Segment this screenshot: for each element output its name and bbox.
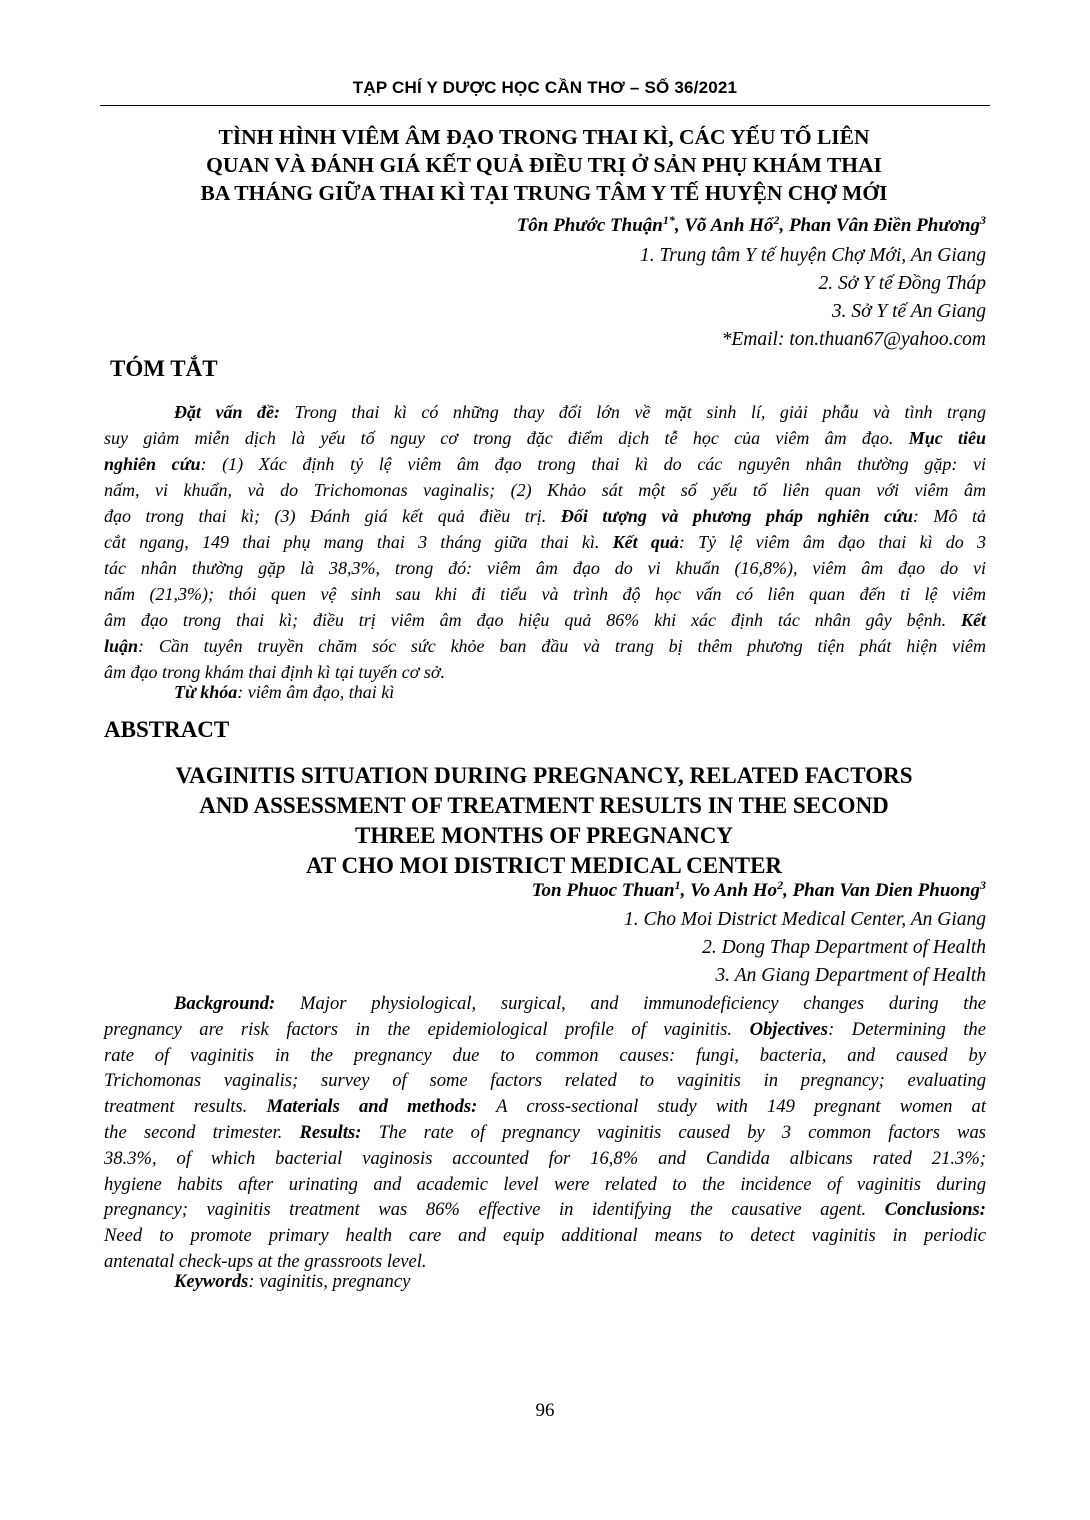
author-affiliation-mark: 2 xyxy=(773,213,780,227)
affiliation-item: 2. Sở Y tế Đồng Tháp xyxy=(818,273,986,294)
author-name: Vo Anh Ho xyxy=(690,880,778,901)
abstract-label: Conclusions: xyxy=(884,1199,986,1221)
abstract-text: treatment results. xyxy=(104,1096,267,1118)
abstract-line xyxy=(104,477,986,503)
keywords-text: : vaginitis, pregnancy xyxy=(248,1271,411,1292)
abstract-text: : Mô tả xyxy=(912,506,986,526)
abstract-text: The rate of pregnancy vaginitis caused by 3 common factors was xyxy=(361,1121,986,1143)
abstract-line xyxy=(104,451,986,477)
author-affiliation-mark: 3 xyxy=(980,878,986,892)
abstract-label: Materials and methods: xyxy=(266,1096,478,1118)
journal-header: TẠP CHÍ Y DƯỢC HỌC CẦN THƠ – SỐ 36/2021 xyxy=(352,78,738,97)
header-rule xyxy=(100,105,990,106)
abstract-label: Mục tiêu xyxy=(908,428,986,448)
keywords-label: Keywords xyxy=(174,1271,249,1292)
abstract-line xyxy=(104,1120,986,1146)
abstract-line xyxy=(104,555,986,581)
english-title xyxy=(104,761,984,881)
summary-heading: TÓM TẮT xyxy=(110,356,218,381)
abstract-label: Results: xyxy=(299,1121,362,1143)
abstract-text: : Tỷ lệ viêm âm đạo thai kì do 3 xyxy=(678,532,986,552)
vietnamese-keywords xyxy=(174,682,394,703)
abstract-line xyxy=(104,1146,986,1172)
affiliation-item: 3. Sở Y tế An Giang xyxy=(831,301,986,322)
abstract-label: Đối tượng và phương pháp nghiên cứu xyxy=(560,506,913,526)
vietnamese-title-line: QUAN VÀ ĐÁNH GIÁ KẾT QUẢ ĐIỀU TRỊ Ở SẢN PHỤ KHÁM THAI xyxy=(206,153,882,177)
abstract-line xyxy=(104,1223,986,1249)
abstract-label: nghiên cứu xyxy=(104,454,201,474)
abstract-line xyxy=(104,1068,986,1094)
abstract-text: A cross-sectional study with 149 pregnant women at xyxy=(477,1096,986,1118)
abstract-text: Trichomonas vaginalis; survey of some factors related to vaginitis in pregnancy; evaluating xyxy=(104,1070,986,1092)
page-number: 96 xyxy=(535,1400,555,1421)
abstract-line xyxy=(104,1172,986,1198)
abstract-text: : Determining the xyxy=(828,1018,986,1040)
abstract-label: luận xyxy=(104,636,139,656)
vietnamese-abstract xyxy=(104,399,986,685)
abstract-label: Kết xyxy=(961,610,986,630)
abstract-text: 38.3%, of which bacterial vaginosis accounted for 16,8% and Candida albicans rated 21.3%; xyxy=(104,1147,986,1169)
abstract-text: Need to promote primary health care and equip additional means to detect vaginitis in periodic xyxy=(104,1225,986,1247)
abstract-text: antenatal check-ups at the grassroots level. xyxy=(104,1250,427,1272)
abstract-text: tác nhân thường gặp là 38,3%, trong đó: viêm âm đạo do vi khuẩn (16,8%), viêm âm đạo do vi xyxy=(104,558,986,578)
english-keywords xyxy=(174,1271,410,1293)
abstract-text: hygiene habits after urinating and academic level were related to the incidence of vaginitis during xyxy=(104,1173,986,1195)
abstract-line xyxy=(104,991,986,1017)
abstract-line xyxy=(104,1043,986,1069)
abstract-text: Trong thai kì có những thay đổi lớn về mặt sinh lí, giải phẫu và tình trạng xyxy=(280,402,986,422)
author-affiliation-mark: 1 xyxy=(674,878,681,892)
abstract-line xyxy=(104,633,986,659)
abstract-text: âm đạo trong khám thai định kì tại tuyến cơ sở. xyxy=(104,662,446,682)
affiliation-item: 2. Dong Thap Department of Health xyxy=(702,937,986,958)
author-affiliation-mark: 2 xyxy=(777,878,784,892)
abstract-text: the second trimester. xyxy=(104,1121,300,1143)
abstract-text: pregnancy are risk factors in the epidemiological profile of vaginitis. xyxy=(104,1018,750,1040)
english-affiliations xyxy=(624,906,986,990)
vietnamese-title xyxy=(104,123,984,207)
abstract-line xyxy=(104,581,986,607)
abstract-line xyxy=(104,503,986,529)
english-title-line: THREE MONTHS OF PREGNANCY xyxy=(354,823,734,848)
author-name: Ton Phuoc Thuan xyxy=(531,880,675,901)
vietnamese-affiliations xyxy=(640,242,986,354)
english-title-line: VAGINITIS SITUATION DURING PREGNANCY, RELATED FACTORS xyxy=(175,763,913,788)
author-email: *Email: ton.thuan67@yahoo.com xyxy=(721,329,986,350)
abstract-label: Background: xyxy=(174,993,276,1014)
keywords-label: Từ khóa xyxy=(174,682,238,702)
affiliation-item: 3. An Giang Department of Health xyxy=(715,965,986,986)
vietnamese-title-line: BA THÁNG GIỮA THAI KÌ TẠI TRUNG TÂM Y TẾ HUYỆN CHỢ MỚI xyxy=(200,181,888,205)
abstract-text: suy giảm miễn dịch là yếu tố nguy cơ trong đặc điểm dịch tễ học của viêm âm đạo. xyxy=(104,428,909,448)
abstract-text: nấm (21,3%); thói quen vệ sinh sau khi đi tiểu và trình độ học vấn có liên quan đến tỉ lệ viêm xyxy=(104,584,986,604)
vietnamese-title-line: TÌNH HÌNH VIÊM ÂM ĐẠO TRONG THAI KÌ, CÁC YẾU TỐ LIÊN xyxy=(218,125,870,149)
author-name: Võ Anh Hổ xyxy=(684,215,774,236)
abstract-heading: ABSTRACT xyxy=(104,717,230,742)
author-affiliation-mark: 3 xyxy=(980,213,986,227)
author-name: Tôn Phước Thuận xyxy=(516,215,663,236)
vietnamese-authors: Tôn Phước Thuận$^{1*}$, Võ Anh Hổ$^2$, Phan Vân Điền Phương$^3$ xyxy=(516,213,986,236)
abstract-text: âm đạo trong thai kì; điều trị viêm âm đạo hiệu quả 86% khi xác định tác nhân gây bệnh. xyxy=(104,610,961,630)
author-name: Phan Van Dien Phuong xyxy=(792,880,980,901)
abstract-text: Major physiological, surgical, and immunodeficiency changes during the xyxy=(275,993,986,1014)
abstract-text: rate of vaginitis in the pregnancy due to common causes: fungi, bacteria, and caused by xyxy=(104,1044,986,1066)
abstract-text: cắt ngang, 149 thai phụ mang thai 3 tháng giữa thai kì. xyxy=(104,532,613,552)
affiliation-item: 1. Cho Moi District Medical Center, An Giang xyxy=(624,909,986,930)
abstract-text: pregnancy; vaginitis treatment was 86% effective in identifying the causative agent. xyxy=(104,1199,885,1221)
english-authors: Ton Phuoc Thuan$^1$, Vo Anh Ho$^2$, Phan Van Dien Phuong$^3$ xyxy=(531,878,986,901)
abstract-line xyxy=(104,1094,986,1120)
abstract-line xyxy=(104,607,986,633)
abstract-label: Đặt vấn đề: xyxy=(174,402,281,422)
abstract-line xyxy=(104,399,986,425)
abstract-text: : Cần tuyên truyền chăm sóc sức khỏe ban đầu và trang bị thêm phương tiện phát hiện viêm xyxy=(138,636,986,656)
english-title-line: AT CHO MOI DISTRICT MEDICAL CENTER xyxy=(305,853,783,878)
abstract-text: : (1) Xác định tỷ lệ viêm âm đạo trong thai kì do các nguyên nhân thường gặp: vi xyxy=(200,454,986,474)
abstract-line xyxy=(104,1197,986,1223)
english-abstract xyxy=(104,991,986,1275)
abstract-text: nấm, vi khuẩn, và do Trichomonas vaginalis; (2) Khảo sát một số yếu tố liên quan với viêm âm xyxy=(104,480,986,500)
author-name: Phan Vân Điền Phương xyxy=(788,215,980,236)
abstract-text: đạo trong thai kì; (3) Đánh giá kết quả điều trị. xyxy=(104,506,561,526)
abstract-label: Kết quả xyxy=(612,532,679,552)
abstract-label: Objectives xyxy=(749,1018,829,1040)
abstract-line xyxy=(104,529,986,555)
abstract-line xyxy=(104,1017,986,1043)
abstract-line xyxy=(104,425,986,451)
keywords-text: : viêm âm đạo, thai kì xyxy=(237,682,395,702)
english-title-line: AND ASSESSMENT OF TREATMENT RESULTS IN THE SECOND xyxy=(199,793,889,818)
author-affiliation-mark: 1* xyxy=(662,213,675,227)
affiliation-item: 1. Trung tâm Y tế huyện Chợ Mới, An Giang xyxy=(639,245,986,266)
